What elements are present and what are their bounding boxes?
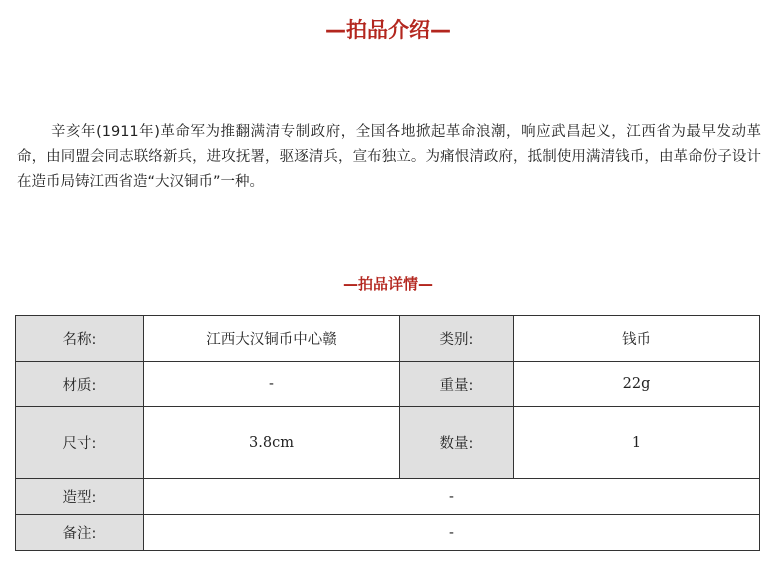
shape-label: 造型:	[16, 479, 144, 515]
notes-label: 备注:	[16, 515, 144, 551]
size-value: 3.8cm	[144, 407, 400, 479]
details-table	[15, 315, 760, 551]
table-row	[16, 479, 760, 515]
size-label: 尺寸:	[16, 407, 144, 479]
page-title: —拍品介绍—	[325, 18, 451, 42]
category-value: 钱币	[514, 316, 760, 362]
weight-label: 重量:	[400, 362, 514, 407]
table-row	[16, 407, 760, 479]
details-title: —拍品详情—	[342, 275, 433, 293]
notes-value: -	[144, 515, 760, 551]
material-value: -	[144, 362, 400, 407]
table-row	[16, 316, 760, 362]
table-row	[16, 362, 760, 407]
material-label: 材质:	[16, 362, 144, 407]
quantity-value: 1	[514, 407, 760, 479]
weight-value: 22g	[514, 362, 760, 407]
name-value: 江西大汉铜币中心赣	[144, 316, 400, 362]
table-row	[16, 515, 760, 551]
name-label: 名称:	[16, 316, 144, 362]
shape-value: -	[144, 479, 760, 515]
intro-paragraph: 辛亥年(1911年)革命军为推翻满清专制政府，全国各地掀起革命浪潮，响应武昌起义，江西省为最早发动革命，由同盟会同志联络新兵，进攻抚署，驱逐清兵，宣布独立。为痛恨清政府，抵制使用满清钱币，由革命份子设计在造币局铸江西省造“大汉铜币”一种。	[17, 124, 761, 190]
quantity-label: 数量:	[400, 407, 514, 479]
category-label: 类别:	[400, 316, 514, 362]
